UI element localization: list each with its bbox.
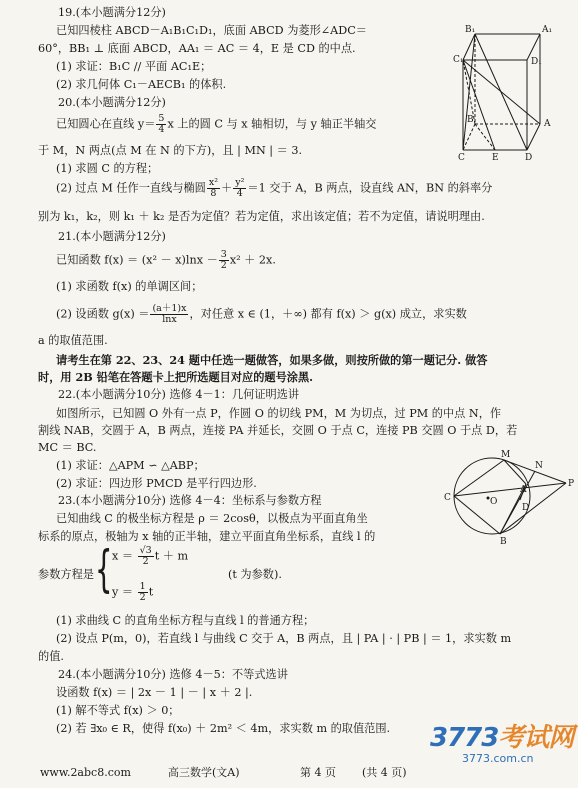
q21-part1: (1) 求函数 f(x) 的单调区间； [56, 280, 203, 293]
q21-text-line1 [56, 250, 276, 271]
q19-text-line2: 60°，BB₁ ⊥ 底面 ABCD，AA₁ ＝ AC ＝ 4，E 是 CD 的中点. [38, 42, 356, 55]
fraction-numerator: y² [235, 177, 245, 188]
plus-sign: ＋ [221, 181, 233, 195]
q20-part1: (1) 求圆 C 的方程； [56, 162, 159, 175]
label-A1: A₁ [542, 25, 553, 35]
label-C1: C₁ [453, 55, 464, 65]
q22-text-line1: 如图所示，已知圆 O 外有一点 P，作圆 O 的切线 PM，M 为切点，过 PM 的中点 N，作 [56, 407, 502, 420]
label-A: A [520, 485, 527, 495]
q23-part2-line2: 的值. [38, 650, 64, 663]
q21-part2-end: ，对任意 x ∈ (1，＋∞) 都有 f(x) ＞ g(x) 成立，求实数 [189, 307, 467, 321]
fraction-denominator: 4 [158, 123, 165, 135]
q24-header: 24.(本小题满分10分) 选修 4－5：不等式选讲 [58, 668, 288, 681]
fraction-denominator: 4 [236, 187, 243, 199]
eq-x-end: t ＋ m [154, 549, 189, 563]
q20-part2-end: ＝1 交于 A，B 两点，设直线 AN，BN 的斜率分 [247, 181, 493, 195]
fraction-numerator: (a＋1)x [152, 303, 187, 314]
fraction-numerator: 5 [158, 113, 165, 124]
q24-part1: (1) 解不等式 f(x) ＞ 0； [56, 704, 180, 717]
q20-part2-line1 [56, 178, 492, 199]
ellipse-y-term [233, 178, 246, 199]
param-label: 参数方程是 [38, 568, 94, 581]
q19-text-line1: 已知四棱柱 ABCD－A₁B₁C₁D₁，底面 ABCD 为菱形∠ADC＝ [56, 24, 367, 37]
one-over-2 [138, 582, 148, 603]
elective-notice-line2: 时，用 2B 铅笔在答题卡上把所选题目对应的题号涂黑. [38, 370, 314, 384]
fraction-denominator: 8 [210, 187, 217, 199]
label-N: N [535, 461, 543, 471]
q20-text-line1 [56, 114, 376, 135]
q19-header: 19.(本小题满分12分) [58, 6, 166, 19]
q21-coefficient-fraction [219, 250, 229, 271]
fraction-numerator: 1 [139, 581, 146, 592]
fraction-numerator: 3 [220, 249, 227, 260]
fraction-denominator: lnx [162, 313, 177, 325]
q21-line1-start: 已知函数 f(x) ＝ (x² － x)lnx － [56, 253, 218, 267]
q23-header: 23.(本小题满分10分) 选修 4－4：坐标系与参数方程 [58, 494, 322, 507]
label-O: O [490, 497, 498, 507]
q22-text-line2: 割线 NAB，交圆于 A，B 两点，连接 PA 并延长，交圆 O 于点 C，连接 PB 交圆 O 于点 D，若 [38, 424, 518, 437]
label-B: B [500, 537, 507, 547]
q19-part1: (1) 求证：B₁C // 平面 AC₁E； [56, 60, 212, 73]
eq-y-start: y ＝ [112, 585, 134, 599]
g-function-fraction [150, 304, 188, 325]
label-C: C [458, 153, 465, 163]
q19-part2: (2) 求几何体 C₁－AECB₁ 的体积. [56, 78, 227, 91]
label-B1: B₁ [465, 25, 476, 35]
q20-slope-fraction [156, 114, 166, 135]
fraction-numerator: √3 [139, 545, 152, 556]
q21-line1-end: x² ＋ 2x. [229, 253, 276, 267]
q23-text-line2: 标系的原点，极轴为 x 轴的正半轴，建立平面直角坐标系，直线 l 的 [38, 530, 376, 543]
q21-part2-start: (2) 设函数 g(x) ＝ [56, 307, 150, 321]
footer-total: (共 4 页) [362, 766, 407, 779]
label-D1: D₁ [531, 57, 542, 67]
prism-figure [455, 22, 565, 162]
label-E: E [492, 153, 499, 163]
q24-text-line1: 设函数 f(x) ＝ | 2x － 1 | － | x ＋ 2 |. [56, 686, 253, 699]
footer-site: www.2abc8.com [40, 766, 131, 779]
label-D: D [525, 153, 533, 163]
q20-line1-end: x 上的圆 C 与 x 轴相切，与 y 轴正半轴交 [167, 117, 377, 131]
q22-part2: (2) 求证：四边形 PMCD 是平行四边形. [56, 477, 257, 490]
q22-header: 22.(本小题满分10分) 选修 4－1：几何证明选讲 [58, 388, 300, 401]
q22-part1: (1) 求证：△APM ∽ △ABP； [56, 459, 205, 472]
q21-part2-line1 [56, 304, 467, 325]
watermark-logo-text: 考试网 [498, 723, 574, 753]
q22-text-line3: MC ＝ BC. [38, 441, 97, 454]
q23-text-line1: 已知曲线 C 的极坐标方程是 ρ ＝ 2cosθ，以极点为平面直角坐 [56, 512, 368, 525]
param-note: (t 为参数). [228, 568, 282, 581]
fraction-numerator: x² [208, 177, 219, 188]
q24-part2: (2) 若 ∃x₀ ∈ R，使得 f(x₀) ＋ 2m² ＜ 4m，求实数 m 的取值范围. [56, 722, 391, 735]
watermark-logo-number: 3773 [430, 723, 499, 753]
q23-part2-line1: (2) 设点 P(m，0)，若直线 l 与曲线 C 交于 A，B 两点，且 | PA | · | PB | ＝ 1，求实数 m [56, 632, 512, 645]
param-eq-y [112, 582, 153, 603]
footer-page: 第 4 页 [300, 766, 336, 779]
elective-notice-line1: 请考生在第 22、23、24 题中任选一题做答，如果多做，则按所做的第一题记分. 做答 [56, 353, 488, 367]
fraction-denominator: 2 [139, 591, 146, 603]
q20-line1-start: 已知圆心在直线 y＝ [56, 117, 156, 131]
q20-part2-line2: 别为 k₁，k₂，则 k₁ ＋ k₂ 是否为定值？若为定值，求出该定值；若不为定值，请说明理由. [38, 210, 485, 223]
watermark-logo [430, 722, 573, 755]
q20-part2-start: (2) 过点 M 任作一直线与椭圆 [56, 181, 206, 195]
q21-header: 21.(本小题满分12分) [58, 230, 166, 243]
footer-subject: 高三数学(文A) [168, 766, 240, 779]
system-brace: { [95, 540, 113, 598]
label-M: M [501, 450, 511, 460]
q20-header: 20.(本小题满分12分) [58, 96, 166, 109]
ellipse-x-term [207, 178, 220, 199]
fraction-denominator: 2 [142, 555, 149, 567]
circle-figure [440, 446, 576, 546]
param-eq-x [112, 546, 188, 567]
label-P: P [568, 479, 575, 489]
label-B: B [467, 115, 474, 125]
eq-y-end: t [148, 585, 154, 599]
watermark-url: 3773.com.cn [462, 752, 534, 765]
q23-part1: (1) 求曲线 C 的直角坐标方程与直线 l 的普通方程； [56, 614, 315, 627]
q21-part2-line2: a 的取值范围. [38, 334, 108, 347]
label-A: A [544, 119, 551, 129]
fraction-denominator: 2 [220, 259, 227, 271]
label-C: C [444, 493, 451, 503]
label-D: D [522, 503, 530, 513]
sqrt3-over-2 [138, 546, 154, 567]
q20-text-line2: 于 M，N 两点(点 M 在 N 的下方)，且 | MN | ＝ 3. [38, 144, 303, 157]
eq-x-start: x ＝ [112, 549, 134, 563]
